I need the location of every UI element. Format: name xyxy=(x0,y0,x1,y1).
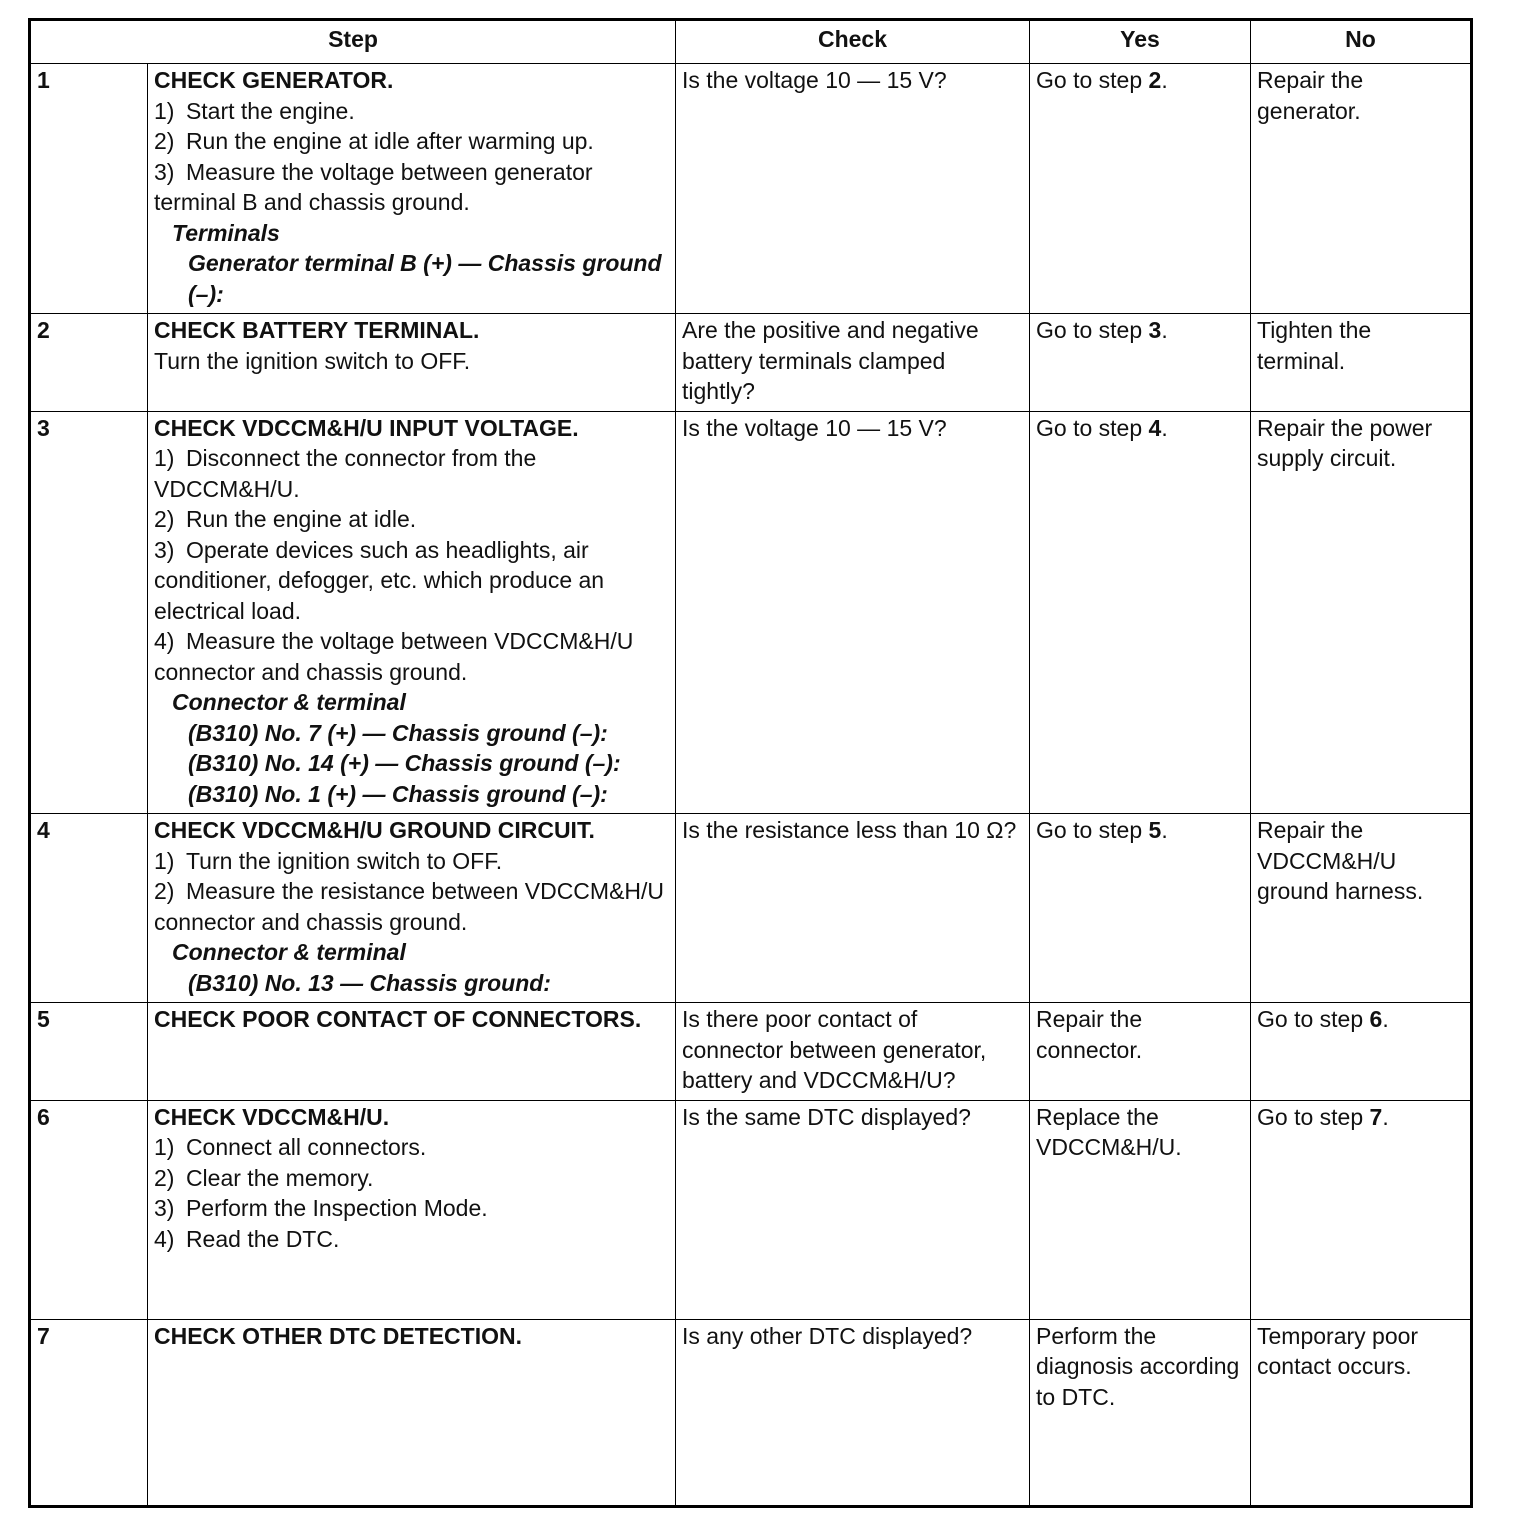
step-title: CHECK BATTERY TERMINAL. xyxy=(154,317,480,343)
header-check: Check xyxy=(676,20,1030,64)
step-sub-item: (B310) No. 13 — Chassis ground: xyxy=(188,969,551,996)
step-item: 1) Connect all connectors. xyxy=(154,1134,427,1160)
step-title: CHECK POOR CONTACT OF CONNECTORS. xyxy=(154,1006,642,1032)
no-cell: Temporary poor contact occurs. xyxy=(1251,1319,1472,1506)
check-cell: Is there poor contact of connector between generator, battery and VDCCM&H/U? xyxy=(676,1003,1030,1101)
header-yes: Yes xyxy=(1030,20,1251,64)
step-item: 3) Measure the voltage between generator terminal B and chassis ground. xyxy=(154,158,593,215)
step-item: 4) Read the DTC. xyxy=(154,1225,340,1252)
table-row xyxy=(30,1100,1472,1319)
step-sub-heading: Terminals xyxy=(172,219,280,246)
table-row xyxy=(30,314,1472,412)
step-cell xyxy=(148,411,676,814)
no-step-ref: 7 xyxy=(1369,1103,1383,1130)
step-number: 7 xyxy=(30,1319,148,1506)
step-item: 1) Turn the ignition switch to OFF. xyxy=(154,847,503,874)
yes-cell xyxy=(1030,814,1251,1003)
yes-step-ref: 2 xyxy=(1148,67,1162,93)
yes-text: Go to step xyxy=(1036,817,1149,843)
no-cell xyxy=(1251,1003,1472,1101)
step-cell xyxy=(148,64,676,314)
step-title: CHECK GENERATOR. xyxy=(154,67,394,93)
no-cell: Repair the VDCCM&H/U ground harness. xyxy=(1251,814,1472,1003)
no-end: . xyxy=(1382,1006,1389,1032)
step-title: CHECK VDCCM&H/U. xyxy=(154,1103,390,1130)
step-item: 2) Run the engine at idle. xyxy=(154,506,417,532)
step-sub-item: (B310) No. 1 (+) — Chassis ground (–): xyxy=(188,780,608,807)
table-row xyxy=(30,411,1472,814)
step-sub-item: (B310) No. 7 (+) — Chassis ground (–): xyxy=(188,719,608,746)
table-row xyxy=(30,814,1472,1003)
no-cell: Tighten the terminal. xyxy=(1251,314,1472,412)
step-title: CHECK OTHER DTC DETECTION. xyxy=(154,1322,522,1349)
check-cell: Is the resistance less than 10 Ω? xyxy=(676,814,1030,1003)
step-sub-item: Generator terminal B (+) — Chassis ground (–): xyxy=(188,250,662,307)
step-cell xyxy=(148,814,676,1003)
no-text: Go to step xyxy=(1257,1103,1370,1130)
header-step: Step xyxy=(30,20,676,64)
step-item: 1) Start the engine. xyxy=(154,97,355,124)
step-item: 2) Measure the resistance between VDCCM&H/U connector and chassis ground. xyxy=(154,878,665,935)
yes-text: Go to step xyxy=(1036,317,1149,343)
yes-text: Go to step xyxy=(1036,414,1149,441)
yes-text: Go to step xyxy=(1036,67,1149,93)
yes-cell xyxy=(1030,314,1251,412)
step-cell xyxy=(148,314,676,412)
yes-cell xyxy=(1030,64,1251,314)
step-title: CHECK VDCCM&H/U GROUND CIRCUIT. xyxy=(154,817,595,843)
step-cell xyxy=(148,1319,676,1506)
check-cell: Is the same DTC displayed? xyxy=(676,1100,1030,1319)
step-item: Turn the ignition switch to OFF. xyxy=(154,347,471,374)
step-number: 3 xyxy=(30,411,148,814)
no-step-ref: 6 xyxy=(1369,1006,1383,1032)
step-title: CHECK VDCCM&H/U INPUT VOLTAGE. xyxy=(154,414,579,441)
no-cell: Repair the power supply circuit. xyxy=(1251,411,1472,814)
step-number: 5 xyxy=(30,1003,148,1101)
step-number: 1 xyxy=(30,64,148,314)
step-sub-item: (B310) No. 14 (+) — Chassis ground (–): xyxy=(188,750,621,776)
check-cell: Are the positive and negative battery terminals clamped tightly? xyxy=(676,314,1030,412)
step-number: 2 xyxy=(30,314,148,412)
table-row xyxy=(30,1319,1472,1506)
yes-step-ref: 3 xyxy=(1148,317,1162,343)
table-row xyxy=(30,64,1472,314)
no-cell xyxy=(1251,1100,1472,1319)
yes-cell: Replace the VDCCM&H/U. xyxy=(1030,1100,1251,1319)
check-cell: Is any other DTC displayed? xyxy=(676,1319,1030,1506)
step-number: 4 xyxy=(30,814,148,1003)
table-row xyxy=(30,1003,1472,1101)
header-no: No xyxy=(1251,20,1472,64)
step-item: 2) Run the engine at idle after warming up. xyxy=(154,128,594,154)
yes-end: . xyxy=(1161,317,1168,343)
step-number: 6 xyxy=(30,1100,148,1319)
yes-end: . xyxy=(1161,414,1168,441)
step-sub-heading: Connector & terminal xyxy=(172,689,406,715)
yes-step-ref: 4 xyxy=(1148,414,1162,441)
step-item: 4) Measure the voltage between VDCCM&H/U connector and chassis ground. xyxy=(154,628,634,685)
step-sub-heading: Connector & terminal xyxy=(172,939,406,965)
yes-step-ref: 5 xyxy=(1148,817,1162,843)
step-cell xyxy=(148,1003,676,1101)
yes-cell xyxy=(1030,411,1251,814)
step-item: 3) Operate devices such as headlights, air conditioner, defogger, etc. which produce an electrical load. xyxy=(154,536,605,624)
step-item: 1) Disconnect the connector from the VDCCM&H/U. xyxy=(154,445,537,502)
no-text: Go to step xyxy=(1257,1006,1370,1032)
check-cell: Is the voltage 10 — 15 V? xyxy=(676,64,1030,314)
step-cell xyxy=(148,1100,676,1319)
step-item: 2) Clear the memory. xyxy=(154,1164,374,1191)
yes-end: . xyxy=(1161,817,1168,843)
yes-cell: Repair the connector. xyxy=(1030,1003,1251,1101)
step-item: 3) Perform the Inspection Mode. xyxy=(154,1195,488,1221)
header-row xyxy=(30,20,1472,64)
no-end: . xyxy=(1382,1103,1389,1130)
yes-cell: Perform the diagnosis according to DTC. xyxy=(1030,1319,1251,1506)
yes-end: . xyxy=(1161,67,1168,93)
diagnostic-table xyxy=(28,18,1473,1508)
no-cell: Repair the generator. xyxy=(1251,64,1472,314)
check-cell: Is the voltage 10 — 15 V? xyxy=(676,411,1030,814)
